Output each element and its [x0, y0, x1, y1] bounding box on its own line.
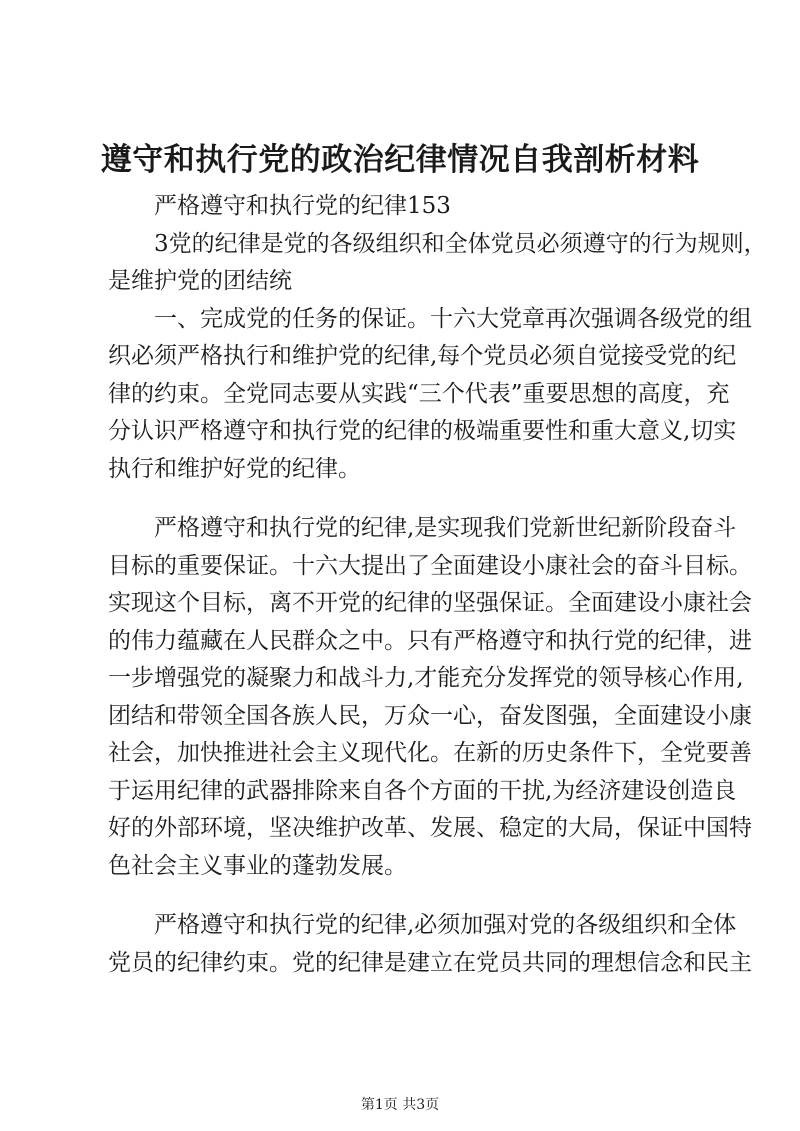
paragraph-line: 执行和维护好党的纪律。 — [108, 455, 361, 482]
paragraph-line: 实现这个目标，离不开党的纪律的坚强保证。全面建设小康社会 — [108, 590, 752, 616]
paragraph-line: 一步增强党的凝聚力和战斗力,才能充分发挥党的领导核心作用, — [108, 665, 744, 691]
paragraph-line: 色社会主义事业的蓬勃发展。 — [108, 852, 407, 879]
document-title: 遵守和执行党的政治纪律情况自我剖析材料 — [100, 142, 700, 178]
paragraph — [108, 226, 767, 301]
paragraph — [108, 907, 752, 982]
paragraph-line: 的伟力蕴藏在人民群众之中。只有严格遵守和执行党的纪律，进 — [108, 627, 752, 654]
paragraph-line: 目标的重要保证。十六大提出了全面建设小康社会的奋斗目标。 — [108, 552, 752, 579]
paragraph-line: 于运用纪律的武器排除来自各个方面的干扰,为经济建设创造良 — [108, 777, 737, 804]
paragraph-line: 党员的纪律约束。党的纪律是建立在党员共同的理想信念和民主 — [108, 949, 752, 976]
paragraph-line: 织必须严格执行和维护党的纪律,每个党员必须自觉接受党的纪 — [108, 343, 737, 369]
paragraph-line: 律的约束。全党同志要从实践“三个代表”重要思想的高度，充 — [108, 380, 730, 407]
paragraph-line: 严格遵守和执行党的纪律,是实现我们党新世纪新阶段奋斗 — [154, 515, 737, 541]
paragraph — [108, 188, 706, 226]
paragraph-line: 严格遵守和执行党的纪律,必须加强对党的各级组织和全体 — [154, 912, 737, 938]
paragraph-line: 分认识严格遵守和执行党的纪律的极端重要性和重大意义,切实 — [108, 418, 737, 444]
paragraph-line: 社会，加快推进社会主义现代化。在新的历史条件下，全党要善 — [108, 740, 752, 766]
paragraph-line: 3党的纪律是党的各级组织和全体党员必须遵守的行为规则， — [154, 230, 767, 257]
document-body — [108, 188, 767, 982]
paragraph-line: 团结和带领全国各族人民，万众一心，奋发图强，全面建设小康 — [108, 702, 752, 729]
page-number-footer: 第1页 共3页 — [360, 1097, 440, 1113]
paragraph-line: 严格遵守和执行党的纪律153 — [154, 193, 451, 219]
paragraph — [108, 510, 752, 885]
paragraph-line: 好的外部环境，坚决维护改革、发展、稳定的大局，保证中国特 — [108, 815, 752, 841]
paragraph-line: 是维护党的团结统 — [108, 268, 292, 294]
paragraph — [108, 301, 752, 489]
paragraph-line: 一、完成党的任务的保证。十六大党章再次强调各级党的组 — [154, 305, 752, 332]
